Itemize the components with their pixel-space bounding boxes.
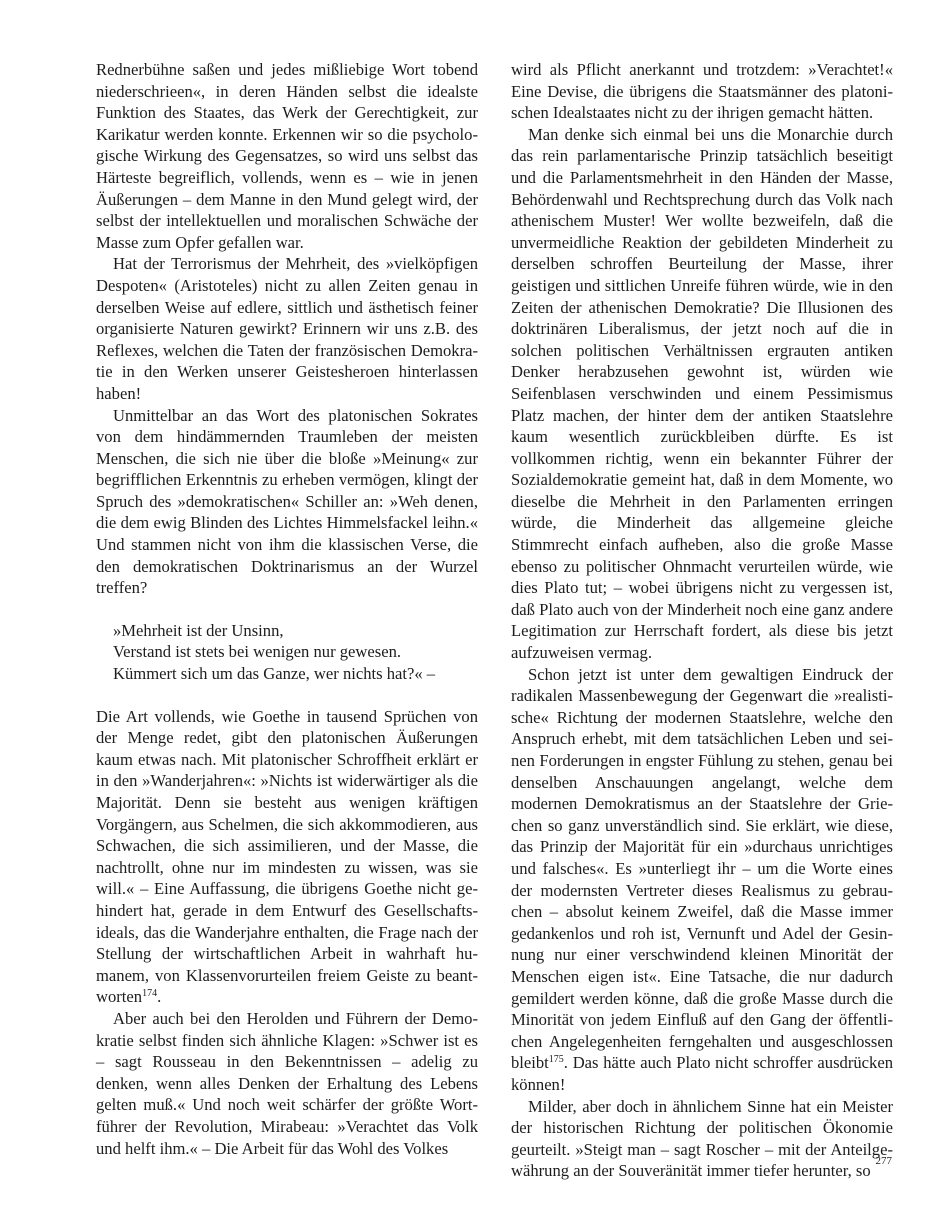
verse-quote <box>113 620 478 685</box>
paragraph: wird als Pflicht anerkannt und trotzdem: »Verachtet!« Eine Devise, die übrigens die Staatsmänner des platonischen Idealstaates nicht zu der ihrigen gemacht hätten. <box>511 60 893 123</box>
paragraph: Hat der Terrorismus der Mehrheit, des »vielköpfigen Despoten« (Aristoteles) nicht zu allen Zeiten genau in derselben Weise auf edlere, sittlich und ästhetisch feiner organisierte Naturen gewirkt? Erinnern wir uns z.B. des Reflexes, welchen die Taten der französischen Demokratie in den Werken unserer Geistesheroen hinterlassen haben! <box>96 254 478 403</box>
paragraph-text: Schon jetzt ist unter dem gewaltigen Eindruck der radikalen Massenbewegung der Gegenwart die »realistische« Richtung der modernen Staatslehre, welche den Anspruch erhebt, mit dem tatsächlichen Leben und seinen Forderungen in engster Fühlung zu stehen, genau bei denselben Anschauungen angelangt, welche dem modernen Demokratismus an der Staatslehre der Griechen so ganz unverständlich sind. Sie erklärt, wie diese, das Prinzip der Majorität für ein »durchaus unrichtiges und falsches«. Es »unterliegt ihr – um die Worte eines der modernsten Vertreter dieses Realismus zu gebrauchen – absolut keinem Zweifel, daß die Masse immer gedankenlos und roh ist, Vernunft und Adel der Gesinnung nur einer verschwindend kleinen Minorität der Menschen eigen ist«. Eine Tatsache, die nur dadurch gemildert werden könne, daß die große Masse durch die Minorität von jedem Einfluß auf den Gang der öffentlichen Angelegenheiten ferngehalten und ausgeschlossen bleibt <box>511 664 893 1073</box>
verse-line: »Mehrheit ist der Unsinn, <box>113 620 284 640</box>
page-number: 277 <box>875 1155 892 1167</box>
paragraph: Milder, aber doch in ähnlichem Sinne hat ein Meister der historischen Richtung der politischen Ökonomie geurteilt. »Steigt man – sagt Roscher – mit der Anteilgewährung an der Souveränität immer tiefer herunter, so <box>511 1096 893 1181</box>
left-column <box>96 59 478 1159</box>
footnote-ref-174[interactable]: 174 <box>142 988 158 1000</box>
paragraph: Man denke sich einmal bei uns die Monarchie durch das rein parlamentarische Prinzip tatsächlich beseitigt und die Parlamentsmehrheit in den Händen der Masse, Behördenwahl und Rechtsprechung durch das Volk nach athenischem Muster! Wer wollte bezweifeln, daß die unvermeidliche Reaktion der gebildeten Minderheit zu derselben schroffen Beurteilung der Masse, ihrer geistigen und sittlichen Unreife führen würde, wie in den Zeiten der athenischen Demokratie? Die Illusionen des doktrinären Liberalismus, der jetzt noch auf die in solchen politischen Verhältnissen ergrauten antiken Denker herabzusehen gewohnt ist, würden wie Seifenblasen verschwinden und einem Pessimismus Platz machen, der hinter dem der antiken Staatslehre kaum wesentlich zurückbleiben dürfte. Es ist vollkommen richtig, wenn ein bekannter Führer der Sozialdemokratie gemeint hat, daß in dem Momente, wo dieselbe die Mehrheit in den Parlamenten erringen würde, die Minderheit das allgemeine gleiche Stimmrecht einfach aufheben, also die große Masse ebenso zu politischer Ohnmacht verurteilen würde, wie dies Plato tut; – wobei übrigens nicht zu vergessen ist, daß Plato auch von der Minderheit noch eine ganz andere Legitimation zur Herrschaft fordert, als diese bis jetzt aufzuweisen vermag. <box>511 124 893 663</box>
footnote-ref-175[interactable]: 175 <box>548 1054 564 1066</box>
verse-line: Kümmert sich um das Ganze, wer nichts hat?« – <box>113 664 436 684</box>
paragraph-text: Die Art vollends, wie Goethe in tausend Sprüchen von der Menge redet, gibt den platonischen Äußerungen kaum etwas nach. Mit platonischer Schroffheit erklärt er in den »Wanderjahren«: »Nichts ist widerwärtiger als die Majorität. Denn sie besteht aus wenigen kräftigen Vorgängern, aus Schelmen, die sich akkommodieren, aus Schwachen, die sich assimilieren, und der Masse, die nachtrollt, ohne nur im mindesten zu wissen, was sie will.« – Eine Auffassung, die übrigens Goethe nicht gehindert hat, gerade in dem Entwurf des Gesellschaftsideals, das die Wanderjahre enthalten, die Frage nach der Stellung der wirtschaftlichen Arbeit in wahrhaft humanem, von Klassenvorurteilen freiem Geiste zu beantworten <box>96 706 478 1007</box>
paragraph <box>96 706 478 1008</box>
paragraph: Unmittelbar an das Wort des platonischen Sokrates von dem hindämmernden Traumleben der meisten Menschen, die sich nie über die bloße »Meinung« zur begrifflichen Erkenntnis zu erheben vermögen, klingt der Spruch des »demokratischen« Schiller an: »Weh denen, die dem ewig Blinden des Lichtes Himmelsfackel leihn.« Und stammen nicht von ihm die klassischen Verse, die den demokratischen Doktrinarismus an der Wurzel treffen? <box>96 405 478 598</box>
paragraph <box>511 664 893 1096</box>
paragraph: Aber auch bei den Herolden und Führern der Demokratie selbst finden sich ähnliche Klagen: »Schwer ist es – sagt Rousseau in den Bekenntnissen – adelig zu denken, wenn alles Denken der Erhaltung des Lebens gelten muß.« Und noch weit schärfer der größte Wortführer der Revolution, Mirabeau: »Verachtet das Volk und helft ihm.« – Die Arbeit für das Wohl des Volkes <box>96 1008 478 1158</box>
verse-line: Verstand ist stets bei wenigen nur gewesen. <box>113 642 402 662</box>
right-column <box>511 59 893 1182</box>
paragraph-text-end: . Das hätte auch Plato nicht schroffer ausdrücken können! <box>511 1053 893 1094</box>
paragraph-text-end: . <box>157 987 162 1007</box>
paragraph: Rednerbühne saßen und jedes mißliebige Wort tobend niederschrieen«, in deren Händen selbst die idealste Funktion des Staates, das Werk der Gerechtigkeit, zur Karikatur werden konnte. Erkennen wir so die psychologische Wirkung des Gegensatzes, so wird uns selbst das Härteste begreiflich, vollends, wenn es – wie in jenen Äußerungen – dem Manne in den Mund gelegt wird, der selbst der intellektuellen und moralischen Schwäche der Masse zum Opfer gefallen war. <box>96 60 478 252</box>
